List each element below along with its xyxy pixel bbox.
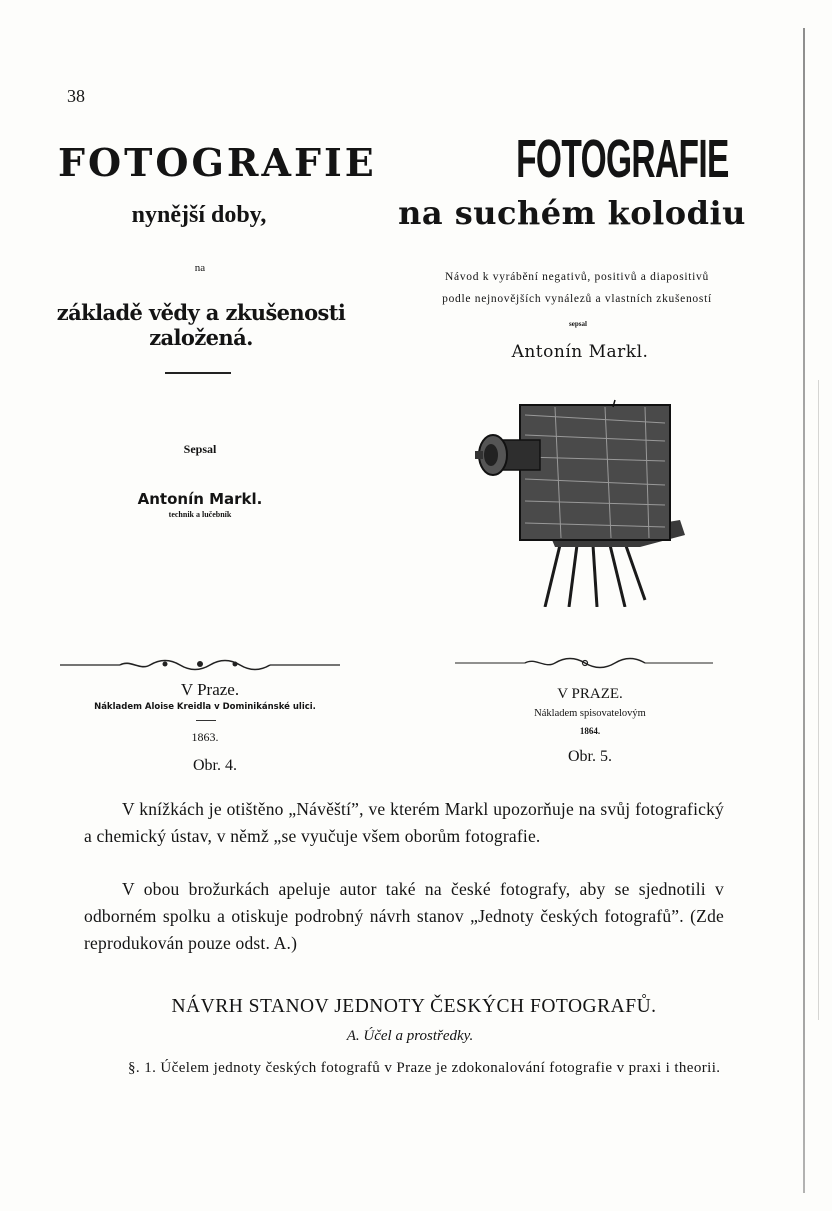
body-paragraph-2: V obou brožurkách apeluje autor také na české fotografy, aby se sjednotili v odborném spolku a otiskuje podrobný návrh stanov „Jednoty českých fotografů”. (Zde reprodukován pouze odst. A.) xyxy=(84,879,724,953)
right-publisher: Nákladem spisovatelovým xyxy=(534,708,646,719)
left-author-role: technik a lučebník xyxy=(168,510,232,519)
left-publisher: Nákladem Aloise Kreidla v Dominikánské ulici. xyxy=(94,702,316,712)
right-place: V PRAZE. xyxy=(557,686,623,702)
left-year: 1863. xyxy=(191,730,219,744)
left-subtitle-2: základě vědy a zkušenosti založená. xyxy=(56,300,346,350)
scan-edge-line xyxy=(803,28,805,1193)
right-sepsal: sepsal xyxy=(569,320,587,328)
right-figure-label: Obr. 5. xyxy=(568,748,612,765)
left-ornament-rule xyxy=(60,656,340,672)
left-subtitle-1: nynější doby, xyxy=(131,202,267,228)
right-author: Antonín Markl. xyxy=(511,342,649,362)
left-na: na xyxy=(194,262,206,274)
left-title: FOTOGRAFIE xyxy=(58,140,377,185)
body-paragraph-1: V knížkách je otištěno „Návěští”, ve kterém Markl upozorňuje na svůj fotografický a chemický ústav, v němž „se vyučuje všem oborům fotografie. xyxy=(84,799,724,846)
clause-1: §. 1. Účelem jednoty českých fotografů v Praze je zdokonalování fotografie v praxi i theorii. xyxy=(128,1060,721,1076)
left-sepsal: Sepsal xyxy=(183,442,217,456)
left-figure-label: Obr. 4. xyxy=(193,757,237,774)
left-divider xyxy=(165,372,231,374)
right-title: FOTOGRAFIE xyxy=(516,129,729,189)
scan-edge-line-faint xyxy=(818,380,819,1020)
right-ornament-rule xyxy=(455,655,713,671)
section-heading: NÁVRH STANOV JEDNOTY ČESKÝCH FOTOGRAFŮ. xyxy=(171,996,657,1017)
right-year: 1864. xyxy=(579,726,601,736)
right-description-line-2: podle nejnovějších vynálezů a vlastních zkušeností xyxy=(442,293,712,305)
right-description xyxy=(392,266,762,310)
section-subheading: A. Účel a prostředky. xyxy=(346,1028,474,1044)
page-number: 38 xyxy=(67,86,85,106)
right-subtitle-1: na suchém kolodiu xyxy=(398,194,746,232)
left-place: V Praze. xyxy=(180,680,240,699)
left-small-rule xyxy=(196,720,216,721)
camera-engraving xyxy=(465,395,695,607)
left-author: Antonín Markl. xyxy=(137,490,263,508)
right-description-line-1: Návod k vyrábění negativů, positivů a diapositivů xyxy=(445,271,709,283)
